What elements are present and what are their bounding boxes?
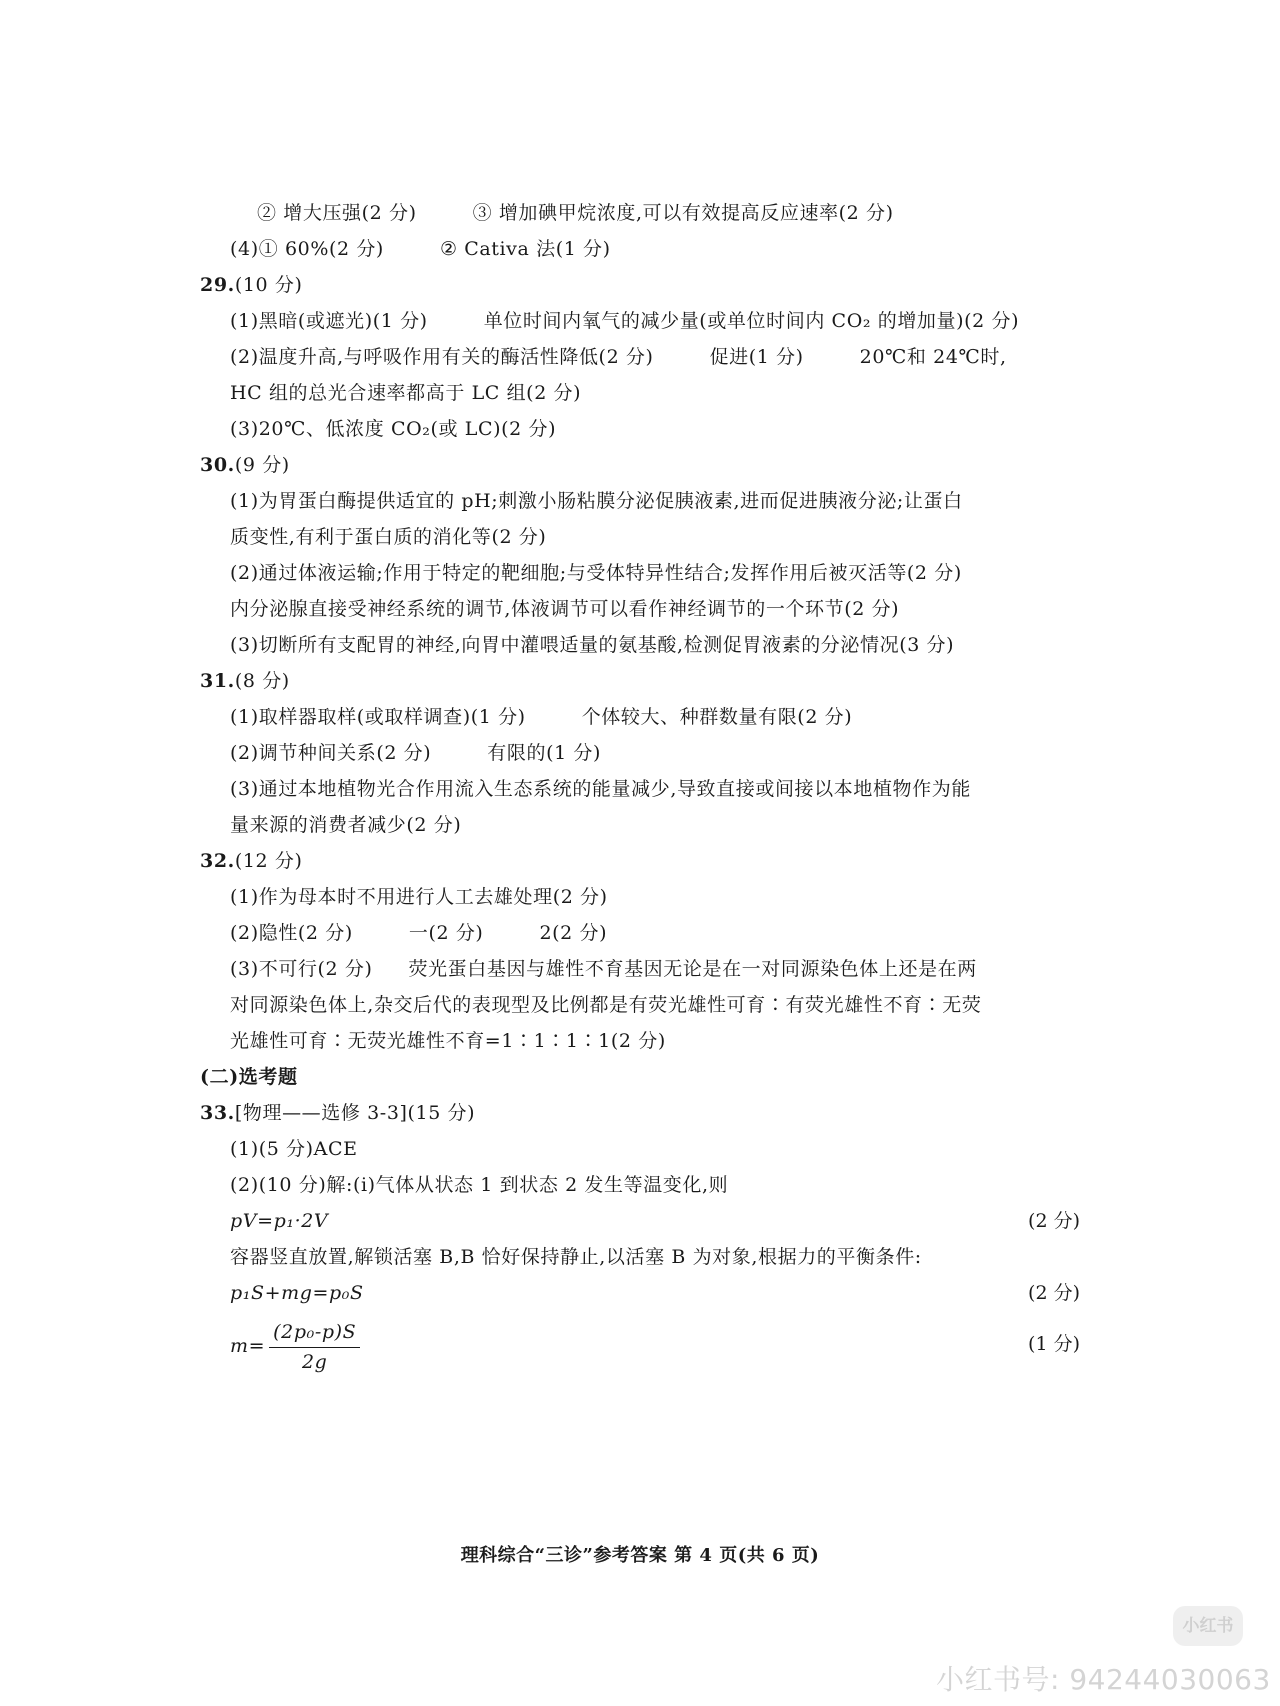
question-topic: [物理——选修 3-3](15 分)	[234, 1102, 476, 1124]
answer-line: (1)作为母本时不用进行人工去雄处理(2 分)	[230, 886, 608, 908]
section-heading: (二)选考题	[200, 1066, 298, 1088]
question-31-heading	[200, 669, 290, 693]
answer-line: 有限的(1 分)	[487, 742, 602, 764]
answer-line: 对同源染色体上,杂交后代的表现型及比例都是有荧光雄性可育∶有荧光雄性不育∶无荧	[230, 994, 982, 1016]
answer-line: (1)黑暗(或遮光)(1 分)	[230, 310, 428, 332]
answer-line: 内分泌腺直接受神经系统的调节,体液调节可以看作神经调节的一个环节(2 分)	[230, 598, 900, 620]
answer-line: 一(2 分)	[408, 922, 484, 944]
question-score: (12 分)	[234, 850, 303, 872]
equation-points: (2 分)	[1028, 1210, 1080, 1232]
answer-line: (2)通过体液运输;作用于特定的靶细胞;与受体特异性结合;发挥作用后被灭活等(2 分)	[230, 562, 962, 584]
equation-fraction	[230, 1320, 360, 1374]
equation: p₁S+mg=p₀S	[230, 1282, 364, 1304]
watermark-logo: 小红书	[1173, 1606, 1243, 1646]
answer-line: 光雄性可育∶无荧光雄性不育=1∶1∶1∶1(2 分)	[230, 1030, 666, 1052]
answer-line: (4)① 60%(2 分)	[230, 238, 384, 260]
answer-line: (2)调节种间关系(2 分)	[230, 742, 432, 764]
equation-points: (2 分)	[1028, 1282, 1080, 1304]
answer-line: ② Cativa 法(1 分)	[439, 238, 611, 260]
answer-line: (2)隐性(2 分)	[230, 922, 353, 944]
answer-line: ② 增大压强(2 分)	[257, 202, 417, 224]
answer-line: 质变性,有利于蛋白质的消化等(2 分)	[230, 526, 547, 548]
question-30-heading	[200, 453, 290, 477]
answer-line: 个体较大、种群数量有限(2 分)	[581, 706, 853, 728]
answer-line: (3)20℃、低浓度 CO₂(或 LC)(2 分)	[230, 418, 557, 440]
answer-line: 20℃和 24℃时,	[859, 346, 1007, 368]
answer-line: (1)(5 分)ACE	[230, 1138, 358, 1160]
question-29-heading	[200, 273, 303, 297]
answer-line: (1)为胃蛋白酶提供适宜的 pH;刺激小肠粘膜分泌促胰液素,进而促进胰液分泌;让蛋白	[230, 490, 963, 512]
equation: pV=p₁·2V	[230, 1210, 329, 1232]
fraction-numerator: (2p₀-p)S	[269, 1320, 360, 1348]
answer-line: 荧光蛋白基因与雄性不育基因无论是在一对同源染色体上还是在两	[408, 958, 977, 980]
answer-line: (1)取样器取样(或取样调查)(1 分)	[230, 706, 526, 728]
answer-line: (2)温度升高,与呼吸作用有关的酶活性降低(2 分)	[230, 346, 654, 368]
question-33-heading	[200, 1101, 475, 1125]
answer-line: (2)(10 分)解:(i)气体从状态 1 到状态 2 发生等温变化,则	[230, 1174, 729, 1196]
answer-line: (3)通过本地植物光合作用流入生态系统的能量减少,导致直接或间接以本地植物作为能	[230, 778, 971, 800]
answer-line: 量来源的消费者减少(2 分)	[230, 814, 462, 836]
question-score: (10 分)	[234, 274, 303, 296]
question-number: 30.	[200, 454, 235, 476]
answer-line: (3)不可行(2 分)	[230, 958, 373, 980]
answer-line: 单位时间内氧气的减少量(或单位时间内 CO₂ 的增加量)(2 分)	[483, 310, 1020, 332]
question-number: 33.	[200, 1102, 235, 1124]
question-score: (9 分)	[234, 454, 290, 476]
answer-line: 促进(1 分)	[709, 346, 804, 368]
fraction-denominator: 2g	[301, 1351, 328, 1373]
question-score: (8 分)	[234, 670, 290, 692]
watermark-id: 小红书号: 94244030063	[936, 1663, 1271, 1696]
answer-line: 2(2 分)	[539, 922, 608, 944]
equation-lhs: m=	[230, 1335, 266, 1357]
answer-line: ③ 增加碘甲烷浓度,可以有效提高反应速率(2 分)	[472, 202, 894, 224]
equation-points: (1 分)	[1028, 1333, 1080, 1355]
answer-line: HC 组的总光合速率都高于 LC 组(2 分)	[230, 382, 582, 404]
answer-line: (3)切断所有支配胃的神经,向胃中灌喂适量的氨基酸,检测促胃液素的分泌情况(3 分)	[230, 634, 955, 656]
question-32-heading	[200, 849, 303, 873]
question-number: 32.	[200, 850, 235, 872]
question-number: 29.	[200, 274, 235, 296]
page-footer: 理科综合“三诊”参考答案 第 4 页(共 6 页)	[460, 1545, 820, 1566]
question-number: 31.	[200, 670, 235, 692]
answer-line: 容器竖直放置,解锁活塞 B,B 恰好保持静止,以活塞 B 为对象,根据力的平衡条件:	[230, 1246, 922, 1268]
